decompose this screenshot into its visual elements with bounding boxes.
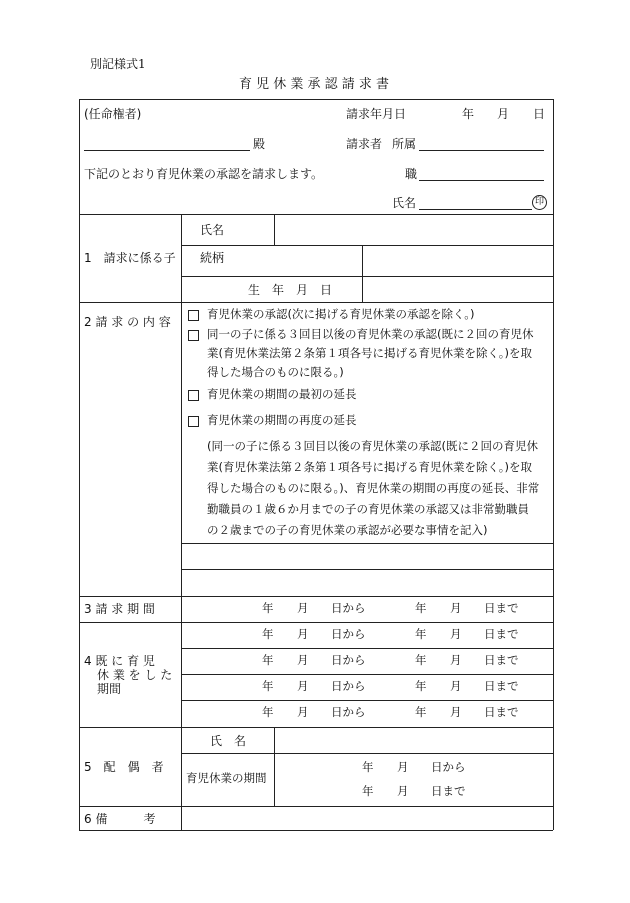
period-until: 日まで <box>484 705 519 719</box>
row-divider <box>79 727 553 728</box>
period-until: 日まで <box>484 653 519 667</box>
option3-checkbox[interactable] <box>188 390 199 401</box>
addressee-line[interactable] <box>84 150 250 151</box>
section5-label: 5 配 偶 者 <box>84 760 164 774</box>
spouse-leave-period-label: 育児休業の期間 <box>186 771 267 785</box>
requester-name-label: 氏名 <box>392 196 417 210</box>
child-name-label: 氏名 <box>200 223 225 237</box>
column-divider <box>362 276 363 302</box>
row-divider <box>181 648 553 649</box>
period-until: 日まで <box>431 784 466 798</box>
table-left-border <box>79 99 80 830</box>
period-month: 月 <box>297 601 309 615</box>
table-top-border <box>79 99 553 100</box>
section4-label-line3: 期間 <box>97 682 122 696</box>
period-year: 年 <box>262 705 274 719</box>
row-divider <box>181 569 553 570</box>
requester-name-line[interactable] <box>419 209 532 210</box>
column-divider <box>274 214 275 246</box>
period-from: 日から <box>331 627 366 641</box>
row-divider <box>79 596 553 597</box>
option1-checkbox[interactable] <box>188 310 199 321</box>
option1-text: 育児休業の承認(次に掲げる育児休業の承認を除く。) <box>207 307 475 321</box>
period-from: 日から <box>331 653 366 667</box>
period-year: 年 <box>415 679 427 693</box>
period-month: 月 <box>297 653 309 667</box>
section3-label: 3 請 求 期 間 <box>84 602 155 616</box>
row-divider <box>181 276 553 277</box>
option3-text: 育児休業の期間の最初の延長 <box>207 387 357 401</box>
label-column-divider <box>181 214 182 830</box>
period-year: 年 <box>415 601 427 615</box>
period-from: 日から <box>331 679 366 693</box>
period-from: 日から <box>331 705 366 719</box>
period-year: 年 <box>262 679 274 693</box>
period-year: 年 <box>415 653 427 667</box>
section2-label: 2 請 求 の 内 容 <box>84 315 171 329</box>
spouse-name-label: 氏 名 <box>210 734 247 748</box>
section6-label: 6 備 考 <box>84 812 156 826</box>
period-from: 日から <box>431 760 466 774</box>
row-divider <box>181 700 553 701</box>
row-divider <box>181 543 553 544</box>
seal-mark: 印 <box>532 195 547 210</box>
affiliation-line[interactable] <box>419 150 544 151</box>
period-year: 年 <box>262 627 274 641</box>
period-year: 年 <box>362 784 374 798</box>
request-date-label: 請求年月日 <box>346 107 407 121</box>
section4-label-line2: 休 業 を し た <box>97 668 173 682</box>
note-line5: の２歳までの子の育児休業の承認が必要な事情を記入) <box>207 523 488 537</box>
period-month: 月 <box>450 679 462 693</box>
row-divider <box>79 302 553 303</box>
note-line2: 業(育児休業法第２条第１項各号に掲げる育児休業を除く。)を取 <box>207 460 532 474</box>
table-right-border <box>553 99 554 830</box>
request-date-day: 日 <box>533 107 546 121</box>
period-month: 月 <box>450 653 462 667</box>
table-bottom-border <box>79 830 553 831</box>
note-line1: (同一の子に係る３回目以後の育児休業の承認(既に２回の育児休 <box>207 439 538 453</box>
option2-line1: 同一の子に係る３回目以後の育児休業の承認(既に２回の育児休 <box>207 327 534 341</box>
row-divider <box>181 245 553 246</box>
appointer-label: (任命権者) <box>84 107 142 121</box>
requester-label: 請求者 <box>346 137 383 151</box>
affiliation-label: 所属 <box>392 137 417 151</box>
period-year: 年 <box>362 760 374 774</box>
position-line[interactable] <box>419 180 544 181</box>
option2-line2: 業(育児休業法第２条第１項各号に掲げる育児休業を除く。)を取 <box>207 346 532 360</box>
option4-text: 育児休業の期間の再度の延長 <box>207 413 357 427</box>
period-until: 日まで <box>484 679 519 693</box>
option2-checkbox[interactable] <box>188 330 199 341</box>
row-divider <box>79 622 553 623</box>
child-relation-label: 続柄 <box>200 251 225 265</box>
section4-label-line1: 4 既 に 育 児 <box>84 654 155 668</box>
column-divider <box>362 245 363 276</box>
period-month: 月 <box>297 705 309 719</box>
row-divider <box>181 674 553 675</box>
addressee-suffix: 殿 <box>253 137 266 151</box>
period-until: 日まで <box>484 627 519 641</box>
period-month: 月 <box>450 627 462 641</box>
option4-checkbox[interactable] <box>188 416 199 427</box>
request-date-month: 月 <box>497 107 510 121</box>
note-line3: 得した場合のものに限る。)、育児休業の期間の再度の延長、非常 <box>207 481 540 495</box>
request-statement: 下記のとおり育児休業の承認を請求します。 <box>84 167 324 181</box>
period-year: 年 <box>415 627 427 641</box>
section1-label: 1 請求に係る子 <box>84 251 176 265</box>
column-divider <box>274 727 275 806</box>
remarks-field[interactable] <box>183 808 551 828</box>
period-month: 月 <box>450 601 462 615</box>
period-month: 月 <box>450 705 462 719</box>
period-year: 年 <box>262 601 274 615</box>
option2-line3: 得した場合のものに限る。) <box>207 365 344 379</box>
period-year: 年 <box>415 705 427 719</box>
period-year: 年 <box>262 653 274 667</box>
request-date-year: 年 <box>462 107 475 121</box>
period-month: 月 <box>297 679 309 693</box>
period-from: 日から <box>331 601 366 615</box>
position-label: 職 <box>405 167 418 181</box>
row-divider <box>79 806 553 807</box>
period-month: 月 <box>297 627 309 641</box>
child-birthdate-label: 生 年 月 日 <box>248 283 333 297</box>
period-until: 日まで <box>484 601 519 615</box>
page-title: 育 児 休 業 承 認 請 求 書 <box>239 77 390 92</box>
period-month: 月 <box>397 760 409 774</box>
row-divider <box>181 753 553 754</box>
form-number: 別記様式1 <box>90 57 146 71</box>
period-month: 月 <box>397 784 409 798</box>
row-divider <box>79 214 553 215</box>
note-line4: 勤職員の１歳６か月までの子の育児休業の承認又は非常勤職員 <box>207 502 529 516</box>
